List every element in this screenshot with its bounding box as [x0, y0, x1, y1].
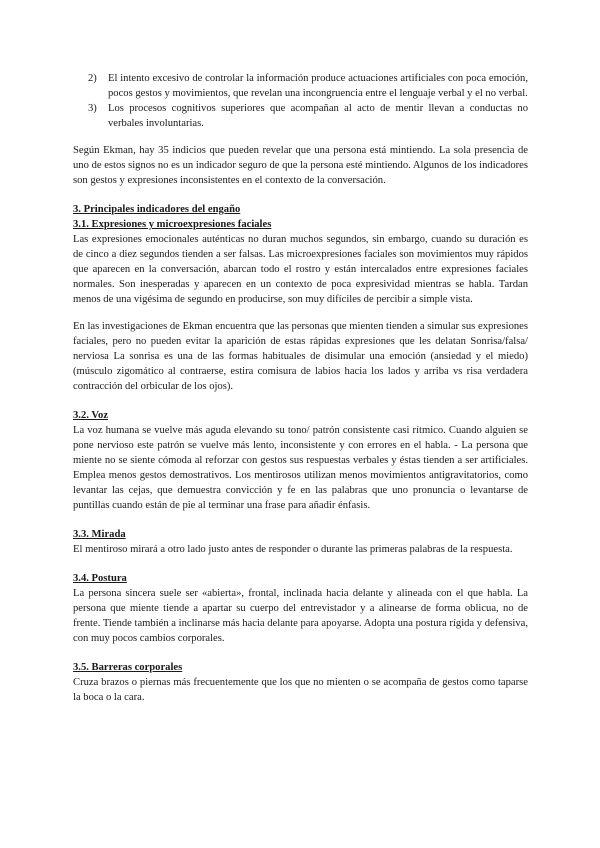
section-3-2-paragraph: La voz humana se vuelve más aguda elevando su tono/ patrón consistente casi rítmico. Cuando alguien se pone nervioso este patrón se vuelve más lento, inconsistente y con errores en el habla. - La persona que miente no se siente cómoda al reforzar con gestos sus respuestas verbales y éstas tienden a ser artificiales. Emplea menos gestos demostrativos. Los mentirosos utilizan menos movimientos antigravitatorios, como levantar las cejas, que demuestra convicción y fe en las palabras que uno pronuncia o levantarse de puntillas cuando están de pie al terminar una frase para añadir énfasis. — [73, 425, 528, 511]
section-3-5-heading: 3.5. Barreras corporales — [73, 662, 183, 673]
list-item-text: Los procesos cognitivos superiores que acompañan al acto de mentir llevan a conductas no verbales involuntarias. — [108, 103, 528, 129]
list-item-text: El intento excesivo de controlar la información produce actuaciones artificiales con poca emoción, pocos gestos y movimientos, que revelan una incongruencia entre el lenguaje verbal y el no verbal. — [108, 73, 528, 99]
section-3-3-heading: 3.3. Mirada — [73, 529, 126, 540]
numbered-list — [73, 71, 528, 131]
list-item-number: 2) — [88, 73, 97, 84]
list-item — [73, 101, 528, 131]
section-3-5-paragraph: Cruza brazos o piernas más frecuentemente que los que no mienten o se acompaña de gestos como taparse la boca o la cara. — [73, 677, 528, 703]
list-item — [73, 71, 528, 101]
section-3-1-paragraph-1: Las expresiones emocionales auténticas no duran muchos segundos, sin embargo, cuando su duración es de cinco a diez segundos tienden a ser falsas. Las microexpresiones faciales son movimientos muy rápidos que aparecen en la conversación, abarcan todo el rostro y están intercalados entre expresiones faciales normales. Son inesperadas y aparecen en un contexto de poca expresividad mientras se habla. Tardan menos de una vigésima de segundo en producirse, son muy difíciles de percibir a simple vista. — [73, 234, 528, 305]
document-body — [73, 71, 528, 717]
intro-paragraph: Según Ekman, hay 35 indicios que pueden revelar que una persona está mintiendo. La sola presencia de uno de estos signos no es un indicador seguro de que la persona esté mintiendo. Algunos de los indicadores son gestos y expresiones inconsistentes en el contexto de la conversación. — [73, 145, 528, 186]
section-3-3-paragraph: El mentiroso mirará a otro lado justo antes de responder o durante las primeras palabras de la respuesta. — [73, 544, 513, 555]
section-3-heading: 3. Principales indicadores del engaño — [73, 204, 241, 215]
list-item-number: 3) — [88, 103, 97, 114]
section-3-1-paragraph-2: En las investigaciones de Ekman encuentra que las personas que mienten tienden a simular sus expresiones faciales, pero no pueden evitar la aparición de estas rápidas expresiones que les delatan Sonrisa/falsa/ nerviosa La sonrisa es una de las formas habituales de disimular una emoción (ansiedad y el miedo) (músculo zigomático al contraerse, estira comisura de labios hacia los lados y arriba vs risa verdadera contracción del orbicular de los ojos). — [73, 321, 528, 392]
section-3-2-heading: 3.2. Voz — [73, 410, 109, 421]
section-3-4-paragraph: La persona sincera suele ser «abierta», frontal, inclinada hacia delante y alineada con el que habla. La persona que miente tiende a apartar su cuerpo del entrevistador y a alinearse de forma oblicua, no de frente. Tiende también a inclinarse más hacia delante para apoyarse. Adopta una postura rígida y defensiva, con muy pocos cambios corporales. — [73, 588, 528, 644]
section-3-1-heading: 3.1. Expresiones y microexpresiones faciales — [73, 219, 272, 230]
section-3-4-heading: 3.4. Postura — [73, 573, 127, 584]
